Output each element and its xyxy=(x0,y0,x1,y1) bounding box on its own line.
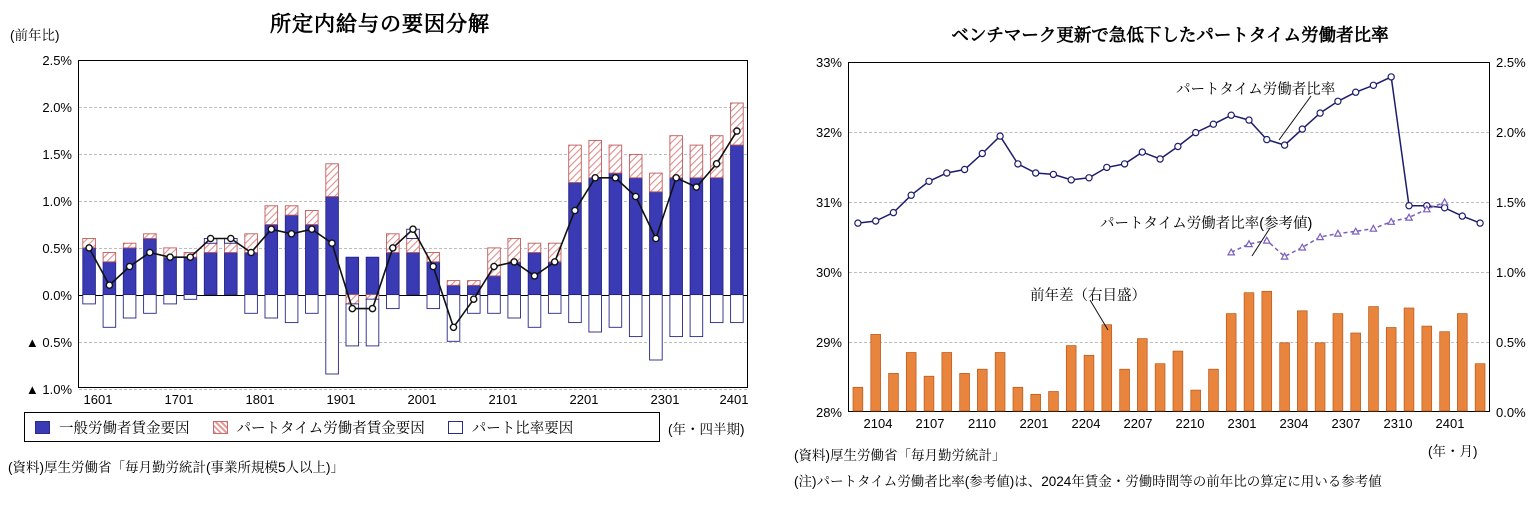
bar-segment xyxy=(265,206,278,225)
bar-segment xyxy=(670,136,683,178)
total-line-marker xyxy=(228,235,234,241)
series-marker xyxy=(1264,237,1270,243)
left-ytick-4: 0.5% xyxy=(42,241,72,256)
yoy-diff-bar xyxy=(1404,308,1414,411)
yoy-diff-bar xyxy=(1031,394,1041,411)
series-marker xyxy=(873,218,879,224)
right-footnote: (注)パートタイム労働者比率(参考値)は、2024年賃金・労働時間等の前年比の算定に用いる参考値 xyxy=(794,474,1382,489)
bar-segment xyxy=(285,215,298,294)
bar-segment xyxy=(710,295,723,323)
series-marker xyxy=(1370,82,1376,88)
bar-segment xyxy=(731,295,744,323)
bar-segment xyxy=(488,295,501,314)
total-line-marker xyxy=(167,254,173,260)
total-line-marker xyxy=(268,226,274,232)
legend-label-parttime-wage: パートタイム労働者賃金要因 xyxy=(236,420,425,437)
left-ytick-3: 1.0% xyxy=(42,194,72,209)
right-ytick-left-5: 28% xyxy=(815,405,842,420)
right-xtick-1: 2107 xyxy=(915,416,945,431)
yoy-diff-bar xyxy=(1280,343,1290,411)
bar-segment xyxy=(164,257,177,294)
right-chart-panel xyxy=(790,0,1539,516)
left-legend xyxy=(24,412,660,442)
total-line-marker xyxy=(410,226,416,232)
bar-segment xyxy=(103,295,116,328)
bar-segment xyxy=(306,225,319,295)
series-marker xyxy=(1370,225,1376,231)
bar-segment xyxy=(204,243,217,252)
bar-segment xyxy=(609,173,622,295)
left-ytick-2: 1.5% xyxy=(42,147,72,162)
yoy-diff-bar xyxy=(1013,387,1023,411)
bar-segment xyxy=(447,295,460,342)
yoy-diff-bar xyxy=(853,387,863,411)
yoy-diff-bar xyxy=(1475,364,1485,411)
bar-segment xyxy=(326,295,339,374)
yoy-diff-bar xyxy=(995,353,1005,412)
left-ytick-1: 2.0% xyxy=(42,100,72,115)
left-xtick-3: 1901 xyxy=(326,392,356,407)
total-line-marker xyxy=(187,254,193,260)
right-xtick-8: 2304 xyxy=(1279,416,1309,431)
right-xtick-2: 2110 xyxy=(968,416,996,431)
bar-segment xyxy=(548,295,561,314)
right-source-note: (資料)厚生労働省「毎月勤労統計」 xyxy=(794,448,1006,463)
annotation-parttime-ratio-reference: パートタイム労働者比率(参考値) xyxy=(1100,216,1313,232)
right-ytick-left-0: 33% xyxy=(815,55,842,70)
total-line-marker xyxy=(248,249,254,255)
right-xtick-6: 2210 xyxy=(1175,416,1205,431)
right-xaxis-caption: (年・月) xyxy=(1428,444,1478,459)
bar-segment xyxy=(83,295,96,304)
yoy-diff-bar xyxy=(1173,351,1183,411)
annotation-yoy-diff: 前年差（右目盛） xyxy=(1030,288,1146,304)
total-line-marker xyxy=(450,324,456,330)
series-marker xyxy=(944,170,950,176)
series-marker xyxy=(1441,199,1447,205)
yoy-diff-bar xyxy=(977,369,987,411)
series-marker xyxy=(926,178,932,184)
yoy-diff-bar xyxy=(1369,307,1379,411)
series-marker xyxy=(1015,161,1021,167)
bar-segment xyxy=(407,253,420,295)
bar-segment xyxy=(204,253,217,295)
bar-segment xyxy=(569,145,582,182)
series-marker xyxy=(1353,228,1359,234)
bar-segment xyxy=(225,253,238,295)
annotation-leader-line xyxy=(1279,96,1311,140)
bar-segment xyxy=(184,295,197,300)
bar-segment xyxy=(548,262,561,295)
yoy-diff-bar xyxy=(1333,314,1343,411)
series-marker xyxy=(1388,219,1394,225)
bar-segment xyxy=(306,211,319,225)
bar-segment xyxy=(346,257,359,294)
bar-segment xyxy=(488,248,501,276)
left-xtick-0: 1601 xyxy=(83,392,113,407)
series-marker xyxy=(1406,214,1412,220)
bar-segment xyxy=(528,295,541,328)
right-ytick-right-4: 0.5% xyxy=(1496,335,1526,350)
yoy-diff-bar xyxy=(1226,314,1236,411)
series-marker xyxy=(890,210,896,216)
total-line-marker xyxy=(106,282,112,288)
legend-swatch-part-ratio xyxy=(448,421,463,434)
bar-segment xyxy=(447,285,460,294)
series-marker xyxy=(1477,220,1483,226)
left-ytick-7: ▲ 1.0% xyxy=(25,382,72,397)
series-marker xyxy=(1335,230,1341,236)
yoy-diff-bar xyxy=(1297,311,1307,411)
bar-segment xyxy=(650,192,663,295)
bar-segment xyxy=(589,140,602,177)
bar-segment xyxy=(609,145,622,173)
right-ytick-right-0: 2.5% xyxy=(1496,55,1526,70)
total-line-marker xyxy=(147,249,153,255)
bar-segment xyxy=(366,257,379,294)
total-line-marker xyxy=(531,273,537,279)
series-marker xyxy=(1299,126,1305,132)
bar-segment xyxy=(285,295,298,323)
total-line-marker xyxy=(653,235,659,241)
bar-segment xyxy=(488,276,501,295)
bar-segment xyxy=(407,239,420,253)
bar-segment xyxy=(650,295,663,360)
right-ytick-left-2: 31% xyxy=(815,195,842,210)
bar-segment xyxy=(144,295,157,314)
bar-segment xyxy=(670,295,683,337)
total-line-marker xyxy=(349,306,355,312)
yoy-diff-bar xyxy=(1066,346,1076,411)
series-marker xyxy=(1175,143,1181,149)
bar-segment xyxy=(245,295,258,314)
left-ytick-0: 2.5% xyxy=(42,53,72,68)
right-ytick-left-1: 32% xyxy=(815,125,842,140)
bar-segment xyxy=(609,295,622,328)
bar-segment xyxy=(731,145,744,295)
yoy-diff-bar xyxy=(1049,392,1059,412)
bar-segment xyxy=(569,295,582,323)
right-xtick-4: 2204 xyxy=(1071,416,1101,431)
series-marker xyxy=(1442,205,1448,211)
bar-segment xyxy=(690,145,703,178)
left-ytick-5: 0.0% xyxy=(42,288,72,303)
total-line-marker xyxy=(430,263,436,269)
yoy-diff-bar xyxy=(924,376,934,411)
left-ytick-6: ▲ 0.5% xyxy=(25,335,72,350)
left-chart-title: 所定内給与の要因分解 xyxy=(270,13,490,36)
yoy-diff-bar xyxy=(1209,369,1219,411)
legend-swatch-general-wage xyxy=(35,421,50,434)
right-xtick-11: 2401 xyxy=(1435,416,1465,431)
total-line-marker xyxy=(208,235,214,241)
series-marker xyxy=(1406,203,1412,209)
bar-segment xyxy=(245,253,258,295)
right-ytick-left-3: 30% xyxy=(815,265,842,280)
series-marker xyxy=(1104,164,1110,170)
bar-segment xyxy=(690,178,703,295)
bar-segment xyxy=(285,206,298,215)
total-line-marker xyxy=(734,128,740,134)
yoy-diff-bar xyxy=(1457,314,1467,411)
series-marker xyxy=(1299,244,1305,250)
total-line-marker xyxy=(127,263,133,269)
bar-segment xyxy=(589,295,602,332)
right-ytick-right-5: 0.0% xyxy=(1496,405,1526,420)
series-marker xyxy=(979,150,985,156)
total-line-marker xyxy=(86,245,92,251)
bar-segment xyxy=(184,257,197,294)
right-xtick-7: 2301 xyxy=(1227,416,1257,431)
series-marker xyxy=(1353,89,1359,95)
bar-segment xyxy=(265,295,278,318)
legend-label-part-ratio: パート比率要因 xyxy=(471,420,574,437)
left-unit-label: (前年比) xyxy=(10,28,60,43)
total-line-marker xyxy=(471,296,477,302)
bar-segment xyxy=(690,295,703,337)
series-marker xyxy=(1335,98,1341,104)
right-chart-title: ベンチマーク更新で急低下したパートタイム労働者比率 xyxy=(951,25,1389,45)
series-marker xyxy=(1246,241,1252,247)
bar-segment xyxy=(123,295,136,318)
bar-segment xyxy=(468,281,481,286)
right-ytick-right-2: 1.5% xyxy=(1496,195,1526,210)
series-marker xyxy=(908,192,914,198)
series-marker xyxy=(1210,121,1216,127)
bar-segment xyxy=(650,173,663,192)
series-marker xyxy=(1264,137,1270,143)
total-line-marker xyxy=(633,193,639,199)
bar-segment xyxy=(387,295,400,309)
total-line-marker xyxy=(491,263,497,269)
yoy-diff-bar xyxy=(1084,355,1094,411)
total-line-marker xyxy=(369,306,375,312)
series-marker xyxy=(1317,110,1323,116)
right-xtick-5: 2207 xyxy=(1123,416,1153,431)
left-xtick-2: 1801 xyxy=(245,392,275,407)
yoy-diff-bar xyxy=(1262,291,1272,411)
series-marker xyxy=(1033,170,1039,176)
total-line-marker xyxy=(511,259,517,265)
series-marker xyxy=(1157,156,1163,162)
left-xtick-6: 2201 xyxy=(569,392,599,407)
series-marker xyxy=(1228,249,1234,255)
series-marker xyxy=(1246,117,1252,123)
left-xtick-1: 1701 xyxy=(164,392,194,407)
right-ytick-right-1: 2.0% xyxy=(1496,125,1526,140)
series-marker xyxy=(1388,74,1394,80)
series-marker xyxy=(962,166,968,172)
bar-segment xyxy=(629,154,642,177)
left-xtick-8: 2401 xyxy=(719,392,749,407)
left-xaxis-caption: (年・四半期) xyxy=(668,422,745,437)
yoy-diff-bar xyxy=(942,353,952,412)
yoy-diff-bar xyxy=(1155,364,1165,411)
right-ytick-right-3: 1.0% xyxy=(1496,265,1526,280)
total-line-marker xyxy=(572,207,578,213)
left-xtick-5: 2101 xyxy=(488,392,518,407)
left-source-note: (資料)厚生労働省「毎月勤労統計(事業所規模5人以上)」 xyxy=(8,460,344,475)
total-line-marker xyxy=(693,184,699,190)
total-line-marker xyxy=(288,231,294,237)
bar-segment xyxy=(670,178,683,295)
series-marker xyxy=(1459,213,1465,219)
right-chart-svg xyxy=(790,0,1539,516)
series-marker xyxy=(1282,142,1288,148)
series-marker xyxy=(1228,112,1234,118)
total-line-marker xyxy=(714,161,720,167)
bar-segment xyxy=(123,243,136,248)
series-marker xyxy=(1086,175,1092,181)
yoy-diff-bar xyxy=(889,373,899,411)
left-xtick-4: 2001 xyxy=(407,392,437,407)
yoy-diff-bar xyxy=(1102,325,1112,411)
right-xtick-9: 2307 xyxy=(1331,416,1361,431)
bar-segment xyxy=(710,178,723,295)
legend-swatch-parttime-wage xyxy=(213,421,228,434)
series-marker xyxy=(1122,161,1128,167)
right-xtick-10: 2310 xyxy=(1383,416,1413,431)
total-line-marker xyxy=(309,226,315,232)
bar-segment xyxy=(447,281,460,286)
bar-segment xyxy=(225,243,238,252)
total-line-marker xyxy=(592,175,598,181)
yoy-diff-bar xyxy=(1386,328,1396,412)
total-line-marker xyxy=(329,240,335,246)
bar-segment xyxy=(589,178,602,295)
right-xtick-0: 2104 xyxy=(863,416,893,431)
right-ytick-left-4: 29% xyxy=(815,335,842,350)
series-marker xyxy=(1139,149,1145,155)
right-xtick-3: 2201 xyxy=(1019,416,1049,431)
yoy-diff-bar xyxy=(1120,369,1130,411)
series-marker xyxy=(1050,171,1056,177)
series-line xyxy=(858,77,1480,223)
total-line-marker xyxy=(612,175,618,181)
yoy-diff-bar xyxy=(1422,326,1432,411)
bar-segment xyxy=(629,295,642,337)
bar-segment xyxy=(508,295,521,318)
yoy-diff-bar xyxy=(871,334,881,411)
legend-label-general-wage: 一般労働者賃金要因 xyxy=(59,420,190,437)
series-marker xyxy=(1193,130,1199,136)
bar-segment xyxy=(144,239,157,295)
series-marker xyxy=(1317,234,1323,240)
yoy-diff-bar xyxy=(1440,332,1450,411)
total-line-marker xyxy=(390,245,396,251)
bar-segment xyxy=(508,262,521,295)
yoy-diff-bar xyxy=(906,353,916,412)
total-line-marker xyxy=(673,175,679,181)
yoy-diff-bar xyxy=(1244,293,1254,411)
bar-segment xyxy=(103,253,116,262)
bar-segment xyxy=(427,295,440,309)
yoy-diff-bar xyxy=(960,373,970,411)
yoy-diff-bar xyxy=(1351,333,1361,411)
series-marker xyxy=(855,220,861,226)
series-marker xyxy=(997,133,1003,139)
annotation-parttime-ratio: パートタイム労働者比率 xyxy=(1176,82,1336,98)
series-marker xyxy=(1068,177,1074,183)
left-xtick-7: 2301 xyxy=(650,392,680,407)
yoy-diff-bar xyxy=(1315,343,1325,411)
bar-segment xyxy=(569,183,582,295)
bar-segment xyxy=(306,295,319,314)
bar-segment xyxy=(528,243,541,252)
bar-segment xyxy=(144,234,157,239)
bar-segment xyxy=(326,164,339,197)
yoy-diff-bar xyxy=(1137,339,1147,411)
total-line-marker xyxy=(552,259,558,265)
bar-segment xyxy=(164,295,177,304)
yoy-diff-bar xyxy=(1191,390,1201,411)
